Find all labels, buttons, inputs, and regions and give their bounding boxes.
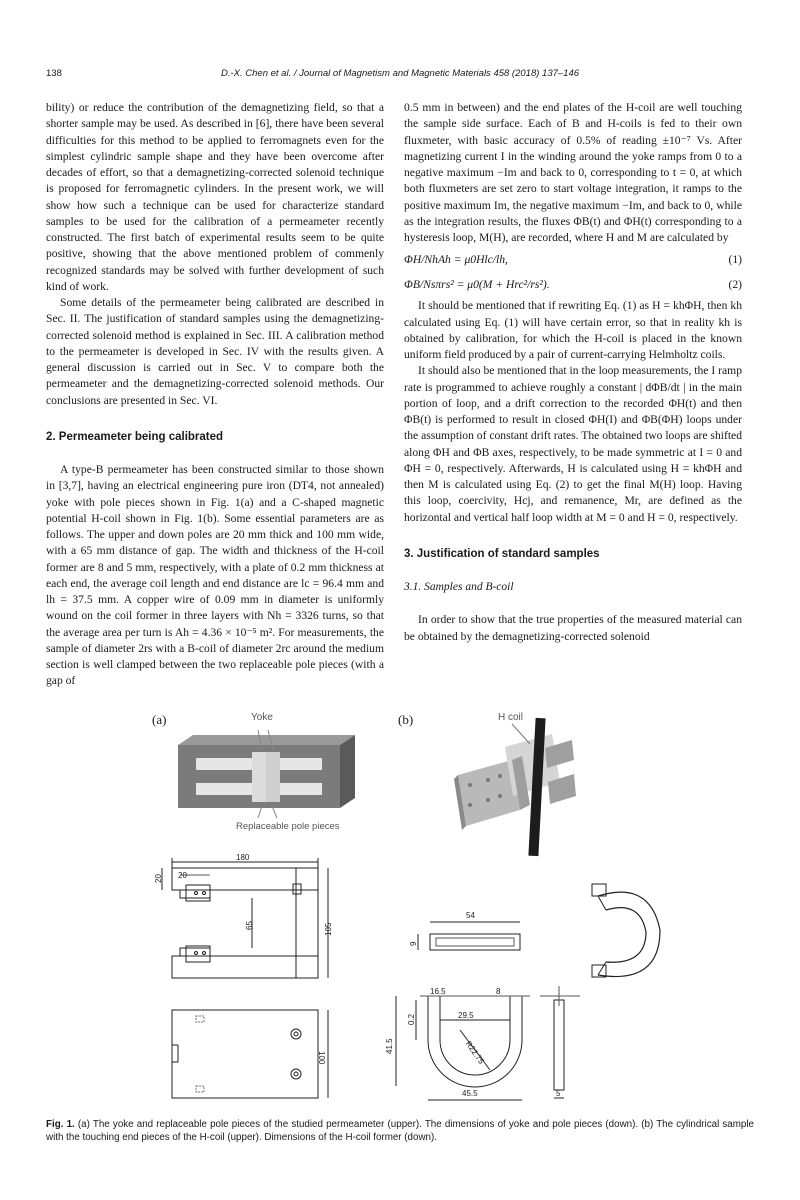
dim-label: 0.2: [407, 1013, 416, 1025]
dim-label: 16.5: [430, 987, 446, 996]
paragraph: In order to show that the true properties of the measured material can be obtained by the demagnetizing-corrected solenoid: [404, 613, 742, 643]
page-number: 138: [46, 68, 62, 79]
dim-label: 5: [556, 1089, 561, 1098]
dim-label: 180: [236, 853, 250, 862]
caption-label: Fig. 1.: [46, 1119, 75, 1130]
section-heading: 2. Permeameter being calibrated: [46, 430, 224, 443]
right-column: [404, 100, 742, 645]
paragraph: 0.5 mm in between) and the end plates of the H-coil are well touching the sample side surface. Each of B and H-coils is fed to their own fluxmeter, with basic accuracy of 0.5% of reading ±10⁻⁷ Vs. After magnetizing current I in the winding around the yoke ramps from 0 to a negative maximum −Im and back to 0, corresponding to t = 0, at which both fluxmeters are set zero to start voltage integration, it ramps to the positive maximum Im, the negative maximum −Im, and back to 0, while as the integration results, the fluxes ΦB(t) and ΦH(t) corresponding to a hysteresis loop, M(H), are recorded, where H and M are calculated by: [404, 101, 742, 244]
figure-caption: [46, 1118, 754, 1144]
yoke-drawing-side: [172, 1010, 328, 1098]
hcoil-label: H coil: [498, 712, 524, 723]
subsection-heading: 3.1. Samples and B-coil: [404, 581, 514, 593]
equation-number: (2): [728, 278, 742, 292]
left-column: [46, 100, 384, 690]
paragraph: It should be mentioned that if rewriting Eq. (1) as H = khΦH, then kh calculated using Eq. (1) will have certain error, so that in reality kh is obtained by calibration, for which the H-coil is placed in the known uniform field produced by a pair of current-carrying Helmholtz coils.: [404, 299, 742, 361]
hcoil-render: [454, 718, 576, 856]
paragraph: It should also be mentioned that in the loop measurements, the I ramp rate is programmed to achieve roughly a constant | dΦB/dt | in the main portion of loop, and a drift correction to the recorded ΦH(t) and then ΦB(t) is performed to result in closed ΦH(I) and ΦB(ΦH) loops under the assumption of constant drift rates. The obtained two loops are shifted along ΦH and ΦB axes, respectively, to be made symmetric at I = 0 and ΦH = 0, respectively. Afterwards, H is calculated using H = khΦH and then M is calculated using Eq. (2) to get the final M(H) loop. Having this loop, coercivity, Hcj, and remanence, Mr, are defined as the horizontal and vertical half loop width at M = 0 and H = 0, respectively.: [404, 364, 742, 524]
dim-label: 54: [466, 911, 475, 920]
caption-text: (a) The yoke and replaceable pole pieces of the studied permeameter (upper). The dimensions of yoke and pole pieces (down). (b) The cylindrical sample with the touching end pieces of the H-coil (upper). Dimensions of the H-coil former (down).: [46, 1119, 754, 1143]
equation-number: (1): [728, 253, 742, 267]
pole-pieces-label: Replaceable pole pieces: [236, 821, 340, 832]
yoke-render: [178, 730, 355, 818]
dim-label: 105: [324, 922, 333, 936]
dim-label: 20: [154, 874, 163, 883]
equation-1: [404, 252, 742, 271]
equation-text: ΦB/Nsπrs² = μ0(M + Hrc²/rs²).: [404, 278, 550, 292]
dim-label: 20: [178, 871, 187, 880]
paragraph: Some details of the permeameter being calibrated are described in Sec. II. The justification of standard samples using the demagnetizing-corrected solenoid method is explained in Sec. III. A calibration method to the permeameter is developed in Sec. IV with the results given. A general discussion is carried out in Sec. V to compare both the permeameter and the demagnetizing-corrected solenoid methods. Our conclusions are presented in Sec. VI.: [46, 296, 384, 407]
figure-label-b: (b): [398, 712, 414, 727]
section-heading: 3. Justification of standard samples: [404, 547, 600, 560]
paragraph: A type-B permeameter has been constructed similar to those shown in [3,7], having an electrical engineering pure iron (DT4, not annealed) yoke with pole pieces shown in Fig. 1(a) and a C-shaped magnetic potential H-coil shown in Fig. 1(b). Some essential parameters are as follows. The upper and down poles are 20 mm thick and 100 mm wide, with a 65 mm distance of gap. The width and thickness of the H-coil former are 8 and 5 mm, respectively, with a plate of 0.2 mm thickness at each end, the average coil length and end distance are lc = 96.4 mm and lh = 37.5 mm. A copper wire of 0.09 mm in diameter is uniformly wound on the coil former in three layers with Nh = 3326 turns, so that the average area per turn is Ah = 4.36 × 10⁻⁵ m². For measurements, the sample of diameter 2rs with a B-coil of diameter 2rc around the medium section is well clamped between the two replaceable pole pieces (with a gap of: [46, 463, 384, 688]
dim-label: 8: [496, 987, 501, 996]
figure-1: [0, 700, 800, 1110]
dim-label: R22.75: [463, 1039, 486, 1066]
equation-text: ΦH/NhAh = μ0Hlc/lh,: [404, 253, 508, 267]
figure-label-a: (a): [152, 712, 167, 727]
running-header: [46, 68, 754, 84]
dim-label: 45.5: [462, 1089, 478, 1098]
yoke-label: Yoke: [251, 712, 273, 723]
dim-label: 41.5: [385, 1038, 394, 1054]
dim-label: 9: [409, 941, 418, 946]
equation-2: [404, 277, 742, 296]
dim-label: 100: [317, 1051, 326, 1065]
dim-label: 29.5: [458, 1011, 474, 1020]
dim-label: 65: [245, 921, 254, 930]
paragraph: bility) or reduce the contribution of the demagnetizing field, so that a shorter sample may be used. As described in [6], there have been several difficulties for this method to be applied to ferromagnets even for the simplest cylindric sample shape and they have been overcome after decades of effort, so that a demagnetizing-corrected solenoid technique is proposed for ferromagnetic cylinders. In the present work, we will show how such a technique can be used for characterize standard samples to be used for the calibration of a permeameter recently constructed. The first batch of experimental results seem to be quite positive, showing that the above mentioned problem of commenly recognized standards may be solved with further development of such kind of work.: [46, 101, 384, 293]
journal-citation: D.-X. Chen et al. / Journal of Magnetism and Magnetic Materials 458 (2018) 137–146: [220, 68, 580, 79]
